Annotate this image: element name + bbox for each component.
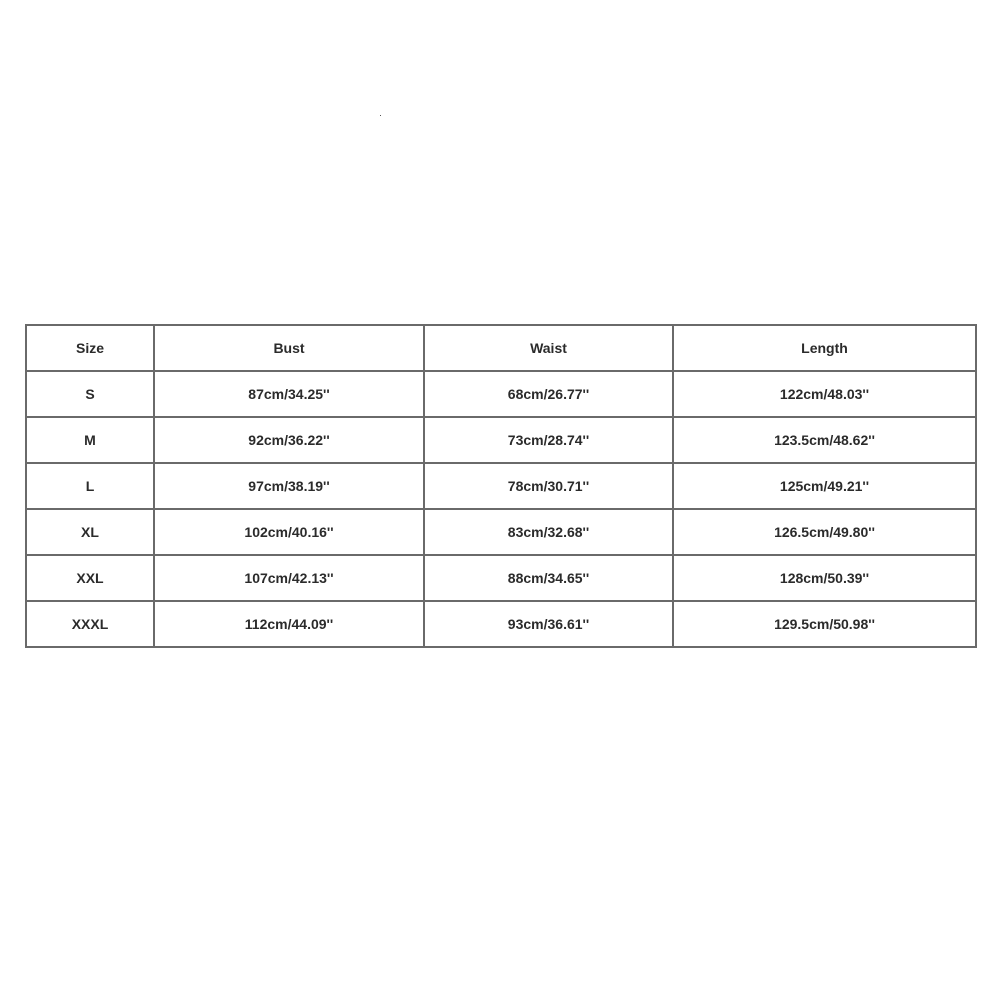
header-waist: Waist [424,325,673,371]
cell-bust: 102cm/40.16'' [154,509,424,555]
cell-length: 125cm/49.21'' [673,463,976,509]
cell-waist: 88cm/34.65'' [424,555,673,601]
table-row [26,509,976,555]
cell-size: M [26,417,154,463]
cell-size: S [26,371,154,417]
cell-size: L [26,463,154,509]
cell-size: XXXL [26,601,154,647]
cell-length: 122cm/48.03'' [673,371,976,417]
header-size: Size [26,325,154,371]
table-row [26,463,976,509]
cell-waist: 73cm/28.74'' [424,417,673,463]
cell-size: XL [26,509,154,555]
size-chart-table [25,324,977,648]
cell-length: 128cm/50.39'' [673,555,976,601]
cell-length: 123.5cm/48.62'' [673,417,976,463]
table-row [26,555,976,601]
cell-bust: 97cm/38.19'' [154,463,424,509]
stray-dot [380,115,381,116]
cell-waist: 78cm/30.71'' [424,463,673,509]
table-row [26,417,976,463]
cell-length: 129.5cm/50.98'' [673,601,976,647]
cell-waist: 83cm/32.68'' [424,509,673,555]
cell-length: 126.5cm/49.80'' [673,509,976,555]
table-row [26,371,976,417]
cell-bust: 92cm/36.22'' [154,417,424,463]
header-bust: Bust [154,325,424,371]
cell-waist: 68cm/26.77'' [424,371,673,417]
table-row [26,601,976,647]
cell-bust: 107cm/42.13'' [154,555,424,601]
header-length: Length [673,325,976,371]
table-header-row [26,325,976,371]
cell-waist: 93cm/36.61'' [424,601,673,647]
cell-bust: 112cm/44.09'' [154,601,424,647]
cell-size: XXL [26,555,154,601]
cell-bust: 87cm/34.25'' [154,371,424,417]
